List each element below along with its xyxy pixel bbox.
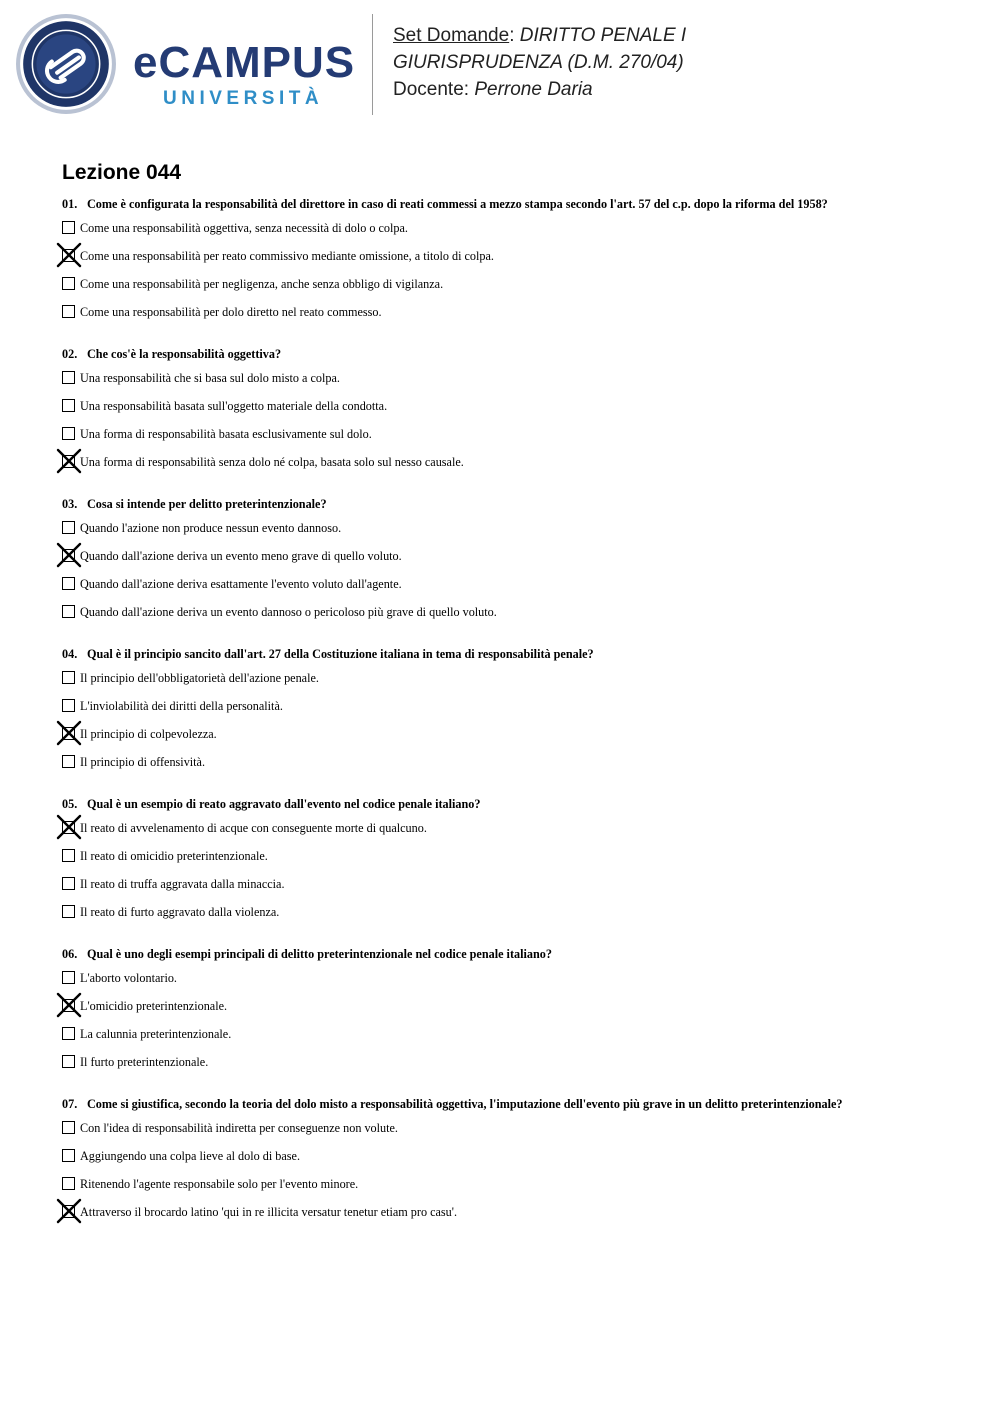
answer-text: Il principio di offensività. (80, 755, 206, 769)
header-info (393, 22, 686, 103)
answer-option[interactable] (62, 669, 962, 697)
answer-option[interactable] (62, 997, 962, 1025)
question-title (62, 196, 962, 213)
answer-checkbox[interactable] (62, 577, 75, 590)
teacher-name: Perrone Daria (474, 79, 593, 100)
header-set-line: Set Domande: DIRITTO PENALE I (393, 25, 687, 46)
page-header (0, 0, 1000, 130)
answer-option[interactable] (62, 1175, 962, 1203)
question-block (62, 646, 962, 781)
answer-option[interactable] (62, 819, 962, 847)
answer-checkbox[interactable] (62, 971, 75, 984)
answer-text: Il reato di avvelenamento di acque con conseguente morte di qualcuno. (80, 821, 427, 835)
answer-text: Quando l'azione non produce nessun evento dannoso. (80, 521, 342, 535)
answer-text: Con l'idea di responsabilità indiretta per conseguenze non volute. (80, 1121, 398, 1135)
answer-text: Come una responsabilità per reato commissivo mediante omissione, a titolo di colpa. (80, 249, 494, 263)
answer-checkbox[interactable] (62, 427, 75, 440)
question-title (62, 346, 962, 363)
answer-option[interactable] (62, 1203, 962, 1231)
answer-text: Il principio di colpevolezza. (80, 727, 217, 741)
answer-text: Una forma di responsabilità senza dolo né colpa, basata solo sul nesso causale. (80, 455, 464, 469)
answer-text: Il reato di omicidio preterintenzionale. (80, 849, 268, 863)
answer-text: Il furto preterintenzionale. (80, 1055, 209, 1069)
answer-checkbox[interactable] (62, 521, 75, 534)
answer-checkbox[interactable] (62, 755, 75, 768)
question-block (62, 346, 962, 481)
answer-text: Il principio dell'obbligatorietà dell'azione penale. (80, 671, 319, 685)
answer-text: Il reato di furto aggravato dalla violenza. (80, 905, 280, 919)
answer-text: Come una responsabilità per dolo diretto nel reato commesso. (80, 305, 382, 319)
answer-checkbox[interactable] (62, 849, 75, 862)
answer-text: L'inviolabilità dei diritti della personalità. (80, 699, 283, 713)
answer-checkbox[interactable] (62, 1055, 75, 1068)
answer-option[interactable] (62, 369, 962, 397)
answer-checkbox[interactable] (62, 877, 75, 890)
answer-text: Quando dall'azione deriva un evento dannoso o pericoloso più grave di quello voluto. (80, 605, 497, 619)
header-divider (372, 14, 373, 115)
answer-text: Quando dall'azione deriva un evento meno grave di quello voluto. (80, 549, 402, 563)
question-number: 05. (62, 797, 78, 811)
question-block (62, 796, 962, 931)
answer-text: Una responsabilità basata sull'oggetto materiale della condotta. (80, 399, 388, 413)
question-title (62, 796, 962, 813)
answer-text: Attraverso il brocardo latino 'qui in re illicita versatur tenetur etiam pro casu'. (80, 1205, 457, 1219)
answer-text: Quando dall'azione deriva esattamente l'evento voluto dall'agente. (80, 577, 402, 591)
question-title (62, 496, 962, 513)
question-number: 01. (62, 197, 78, 211)
logo-subtitle: UNIVERSITÀ (163, 88, 324, 109)
question-list (62, 196, 962, 1246)
answer-option[interactable] (62, 453, 962, 481)
answer-option[interactable] (62, 575, 962, 603)
question-block (62, 1096, 962, 1231)
answer-text: Una responsabilità che si basa sul dolo misto a colpa. (80, 371, 340, 385)
question-number: 03. (62, 497, 78, 511)
ecampus-wordmark (133, 38, 355, 113)
question-text: Qual è il principio sancito dall'art. 27 della Costituzione italiana in tema di responsabilità penale? (87, 647, 594, 661)
teacher-label: Docente: (393, 79, 470, 100)
answer-text: Come una responsabilità oggettiva, senza necessità di dolo o colpa. (80, 221, 408, 235)
question-text: Qual è uno degli esempi principali di delitto preterintenzionale nel codice penale italiano? (87, 947, 552, 961)
answer-text: L'aborto volontario. (80, 971, 177, 985)
question-text: Che cos'è la responsabilità oggettiva? (87, 347, 282, 361)
course: GIURISPRUDENZA (D.M. 270/04) (393, 52, 684, 73)
answer-option[interactable] (62, 697, 962, 725)
answer-checkbox[interactable] (62, 1149, 75, 1162)
cross-mark-icon (56, 542, 82, 568)
answer-option[interactable] (62, 397, 962, 425)
question-text: Come è configurata la responsabilità del direttore in caso di reati commessi a mezzo stampa secondo l'art. 57 del c.p. dopo la riforma del 1958? (87, 197, 828, 211)
question-text: Come si giustifica, secondo la teoria del dolo misto a responsabilità oggettiva, l'imputazione dell'evento più grave in un delitto preterintenzionale? (87, 1097, 843, 1111)
question-number: 06. (62, 947, 78, 961)
answer-text: Il reato di truffa aggravata dalla minaccia. (80, 877, 285, 891)
answer-option[interactable] (62, 903, 962, 931)
cross-mark-icon (56, 992, 82, 1018)
question-number: 02. (62, 347, 78, 361)
answer-checkbox[interactable] (62, 371, 75, 384)
answer-checkbox[interactable] (62, 1177, 75, 1190)
question-block (62, 196, 962, 331)
answer-option[interactable] (62, 425, 962, 453)
answer-option[interactable] (62, 875, 962, 903)
logo-brand: eCAMPUS (133, 38, 356, 87)
header-course-line (393, 49, 686, 76)
answer-checkbox[interactable] (62, 305, 75, 318)
answer-text: La calunnia preterintenzionale. (80, 1027, 232, 1041)
answer-option[interactable] (62, 519, 962, 547)
answer-option[interactable] (62, 1053, 962, 1081)
question-block (62, 946, 962, 1081)
answer-option[interactable] (62, 725, 962, 753)
answer-text: Ritenendo l'agente responsabile solo per l'evento minore. (80, 1177, 359, 1191)
cross-mark-icon (56, 242, 82, 268)
answer-option[interactable] (62, 247, 962, 275)
answer-checkbox[interactable] (62, 1121, 75, 1134)
answer-checkbox[interactable] (62, 1027, 75, 1040)
answer-option[interactable] (62, 219, 962, 247)
cross-mark-icon (56, 720, 82, 746)
cross-mark-icon (56, 1198, 82, 1224)
question-block (62, 496, 962, 631)
answer-option[interactable] (62, 847, 962, 875)
answer-text: Come una responsabilità per negligenza, anche senza obbligo di vigilanza. (80, 277, 444, 291)
question-number: 04. (62, 647, 78, 661)
cross-mark-icon (56, 814, 82, 840)
question-text: Cosa si intende per delitto preterintenzionale? (87, 497, 327, 511)
answer-text: Una forma di responsabilità basata esclusivamente sul dolo. (80, 427, 372, 441)
header-teacher-line (393, 76, 686, 103)
cross-mark-icon (56, 448, 82, 474)
question-text: Qual è un esempio di reato aggravato dall'evento nel codice penale italiano? (87, 797, 481, 811)
question-title (62, 1096, 962, 1113)
question-title (62, 646, 962, 663)
answer-option[interactable] (62, 1147, 962, 1175)
answer-option[interactable] (62, 547, 962, 575)
answer-checkbox[interactable] (62, 905, 75, 918)
answer-checkbox[interactable] (62, 399, 75, 412)
answer-text: L'omicidio preterintenzionale. (80, 999, 228, 1013)
answer-option[interactable] (62, 969, 962, 997)
answer-option[interactable] (62, 275, 962, 303)
question-title (62, 946, 962, 963)
set-label: Set Domande (393, 25, 510, 46)
answer-option[interactable] (62, 753, 962, 781)
lesson-title: Lezione 044 (62, 161, 182, 184)
answer-checkbox[interactable] (62, 699, 75, 712)
answer-checkbox[interactable] (62, 221, 75, 234)
answer-checkbox[interactable] (62, 671, 75, 684)
answer-option[interactable] (62, 1119, 962, 1147)
answer-option[interactable] (62, 603, 962, 631)
question-number: 07. (62, 1097, 78, 1111)
subject: DIRITTO PENALE I (519, 25, 687, 46)
answer-checkbox[interactable] (62, 605, 75, 618)
answer-option[interactable] (62, 303, 962, 331)
ecampus-seal-icon (15, 13, 117, 115)
answer-text: Aggiungendo una colpa lieve al dolo di base. (80, 1149, 300, 1163)
answer-checkbox[interactable] (62, 277, 75, 290)
answer-option[interactable] (62, 1025, 962, 1053)
